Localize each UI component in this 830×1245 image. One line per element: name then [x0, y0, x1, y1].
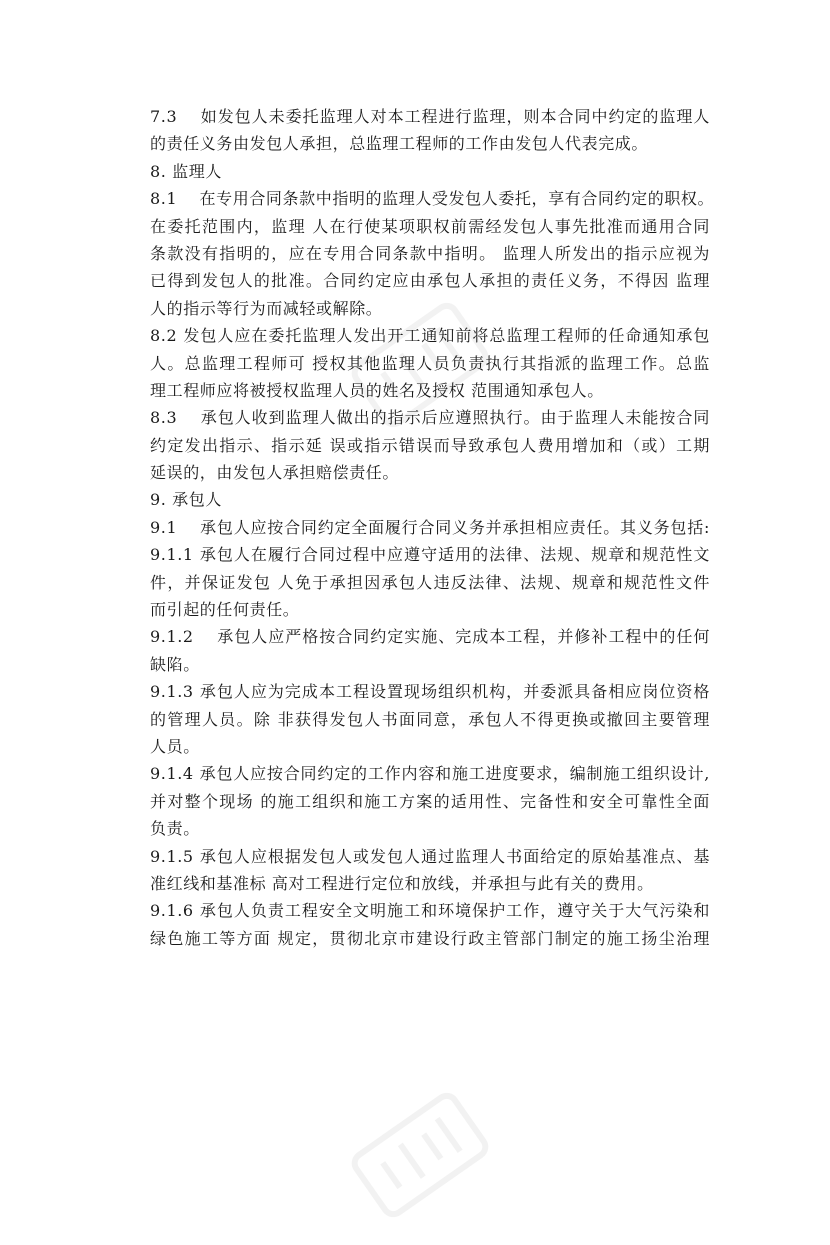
- contract-text-body: [150, 103, 715, 952]
- text-line: 9.1 承包人应按合同约定全面履行合同义务并承担相应责任。其义务包括:: [150, 517, 710, 537]
- text-line: 9.1.5 承包人应根据发包人或发包人通过监理人书面给定的原始基准点、基: [150, 846, 710, 866]
- text-line: 负责。: [150, 819, 200, 839]
- text-line: 延误的，由发包人承担赔偿责任。: [150, 463, 400, 483]
- text-line: 人的指示等行为而减轻或解除。: [150, 298, 383, 318]
- text-line: 8. 监理人: [150, 161, 222, 181]
- text-line: 准红线和基准标 高对工程进行定位和放线，并承担与此有关的费用。: [150, 873, 654, 893]
- text-line: 9. 承包人: [150, 490, 222, 510]
- text-line: 缺陷。: [150, 654, 200, 674]
- text-line: 在委托范围内，监理 人在行使某项职权前需经发包人事先批准而通用合同: [150, 216, 710, 236]
- text-line: 人。总监理工程师可 授权其他监理人员负责执行其指派的监理工作。总监: [150, 353, 710, 373]
- text-line: 7.3 如发包人未委托监理人对本工程进行监理，则本合同中约定的监理人: [150, 107, 710, 126]
- text-line: 的管理人员。除 非获得发包人书面同意，承包人不得更换或撤回主要管理: [150, 709, 710, 729]
- text-line: 8.3 承包人收到监理人做出的指示后应遵照执行。由于监理人未能按合同: [150, 408, 710, 428]
- text-line: 8.1 在专用合同条款中指明的监理人受发包人委托，享有合同约定的职权。: [150, 189, 715, 209]
- text-line: 9.1.2 承包人应严格按合同约定实施、完成本工程，并修补工程中的任何: [150, 627, 710, 647]
- text-line: 理工程师应将被授权监理人员的姓名及授权 范围通知承包人。: [150, 380, 604, 400]
- text-line: 已得到发包人的批准。合同约定应由承包人承担的责任义务，不得因 监理: [150, 271, 710, 291]
- text-line: 9.1.1 承包人在履行合同过程中应遵守适用的法律、法规、规章和规范性文: [150, 545, 710, 565]
- text-line: 9.1.3 承包人应为完成本工程设置现场组织机构，并委派具备相应岗位资格: [150, 682, 710, 702]
- text-line: 条款没有指明的，应在专用合同条款中指明。 监理人所发出的指示应视为: [150, 243, 710, 263]
- text-line: 人员。: [150, 736, 200, 756]
- text-line: 并对整个现场 的施工组织和施工方案的适用性、完备性和安全可靠性全面: [150, 791, 710, 811]
- text-line: 的责任义务由发包人承担，总监理工程师的工作由发包人代表完成。: [150, 134, 649, 154]
- text-line: 件，并保证发包 人免于承担因承包人违反法律、法规、规章和规范性文件: [150, 572, 710, 592]
- watermark-icon: [330, 1065, 510, 1245]
- text-line: 9.1.6 承包人负责工程安全文明施工和环境保护工作，遵守关于大气污染和: [150, 901, 710, 921]
- text-line: 绿色施工等方面 规定，贯彻北京市建设行政主管部门制定的施工扬尘治理: [150, 928, 710, 948]
- text-line: 8.2 发包人应在委托监理人发出开工通知前将总监理工程师的任命通知承包: [150, 326, 710, 346]
- text-line: 而引起的任何责任。: [150, 600, 300, 620]
- text-line: 约定发出指示、指示延 误或指示错误而导致承包人费用增加和（或）工期: [150, 435, 710, 455]
- text-line: 9.1.4 承包人应按合同约定的工作内容和施工进度要求，编制施工组织设计,: [150, 764, 710, 784]
